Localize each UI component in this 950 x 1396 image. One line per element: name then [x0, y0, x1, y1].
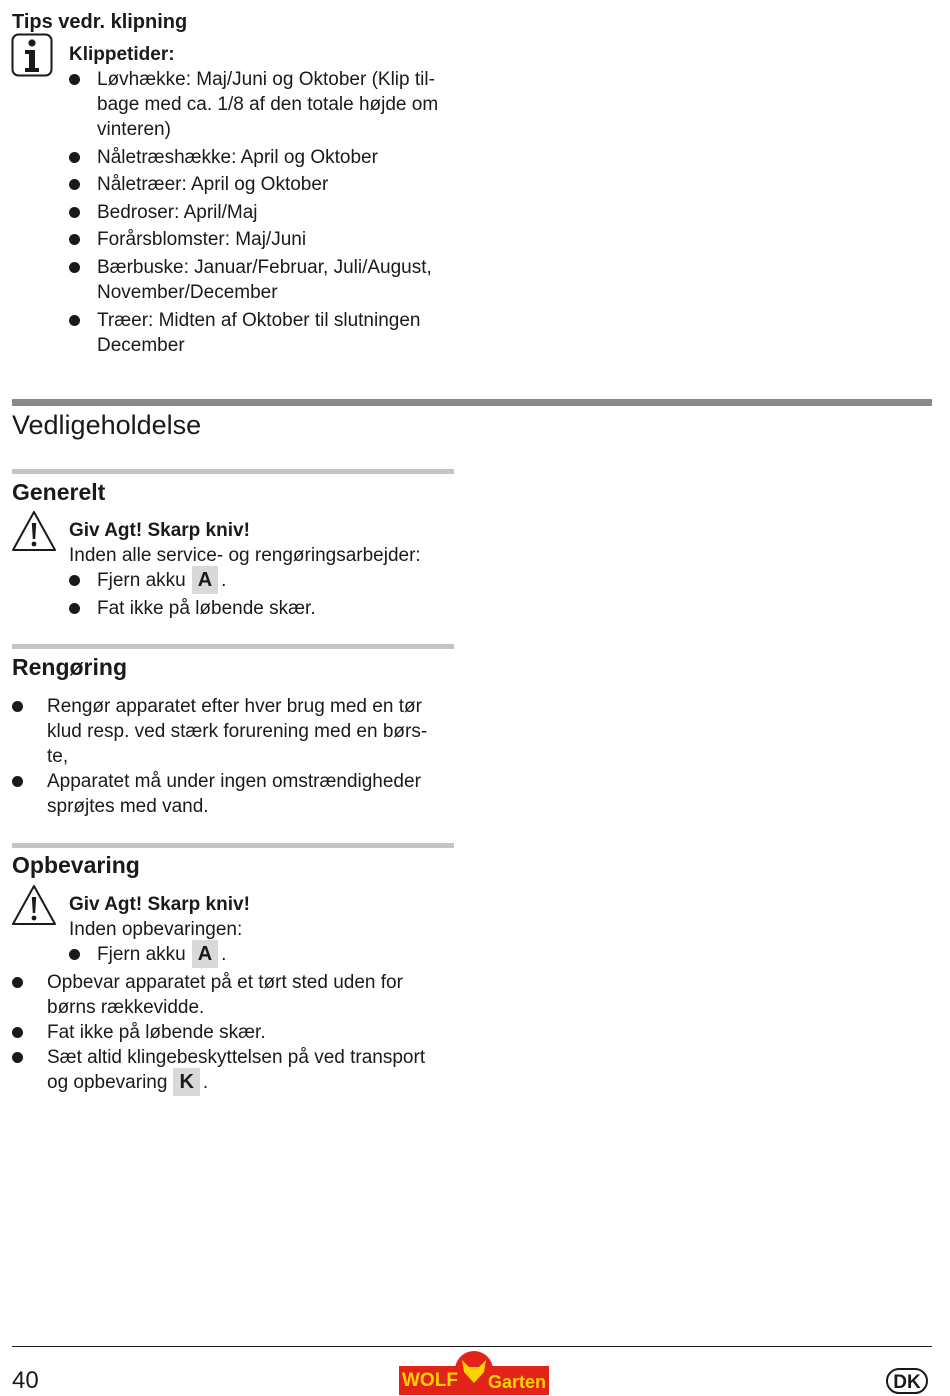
cleaning-title: Rengøring — [12, 654, 127, 680]
list-item-text: Fjern akku — [97, 570, 186, 591]
page-number: 40 — [12, 1367, 39, 1394]
list-item — [97, 566, 226, 594]
subsection-divider — [12, 843, 454, 848]
list-item: Forårsblomster: Maj/Juni — [97, 229, 307, 250]
warning-icon — [11, 883, 57, 927]
logo-garten-text: Garten — [488, 1372, 547, 1392]
bullet — [69, 262, 80, 273]
list-item: Bærbuske: Januar/Februar, Juli/August, — [97, 257, 432, 278]
component-label: A — [192, 940, 218, 968]
list-item — [97, 940, 226, 968]
subsection-divider — [12, 469, 454, 474]
warning-text: Giv Agt! Skarp kniv! — [69, 520, 250, 541]
list-item: November/December — [97, 282, 278, 303]
list-item: vinteren) — [97, 119, 171, 140]
bullet — [12, 1027, 23, 1038]
bullet — [69, 234, 80, 245]
list-item: Nåletræer: April og Oktober — [97, 174, 329, 195]
list-item: børns rækkevidde. — [47, 997, 205, 1018]
bullet — [12, 977, 23, 988]
bullet — [69, 315, 80, 326]
component-label: A — [192, 566, 218, 594]
section-divider — [12, 399, 932, 406]
list-item: klud resp. ved stærk forurening med en børs- — [47, 721, 428, 742]
list-item: Løvhække: Maj/Juni og Oktober (Klip til- — [97, 69, 435, 90]
list-item: Nåletræshække: April og Oktober — [97, 147, 378, 168]
list-item: Sæt altid klingebeskyttelsen på ved transport — [47, 1047, 426, 1068]
list-item: Apparatet må under ingen omstrændigheder — [47, 771, 421, 792]
wolf-garten-logo — [399, 1351, 549, 1395]
bullet — [69, 575, 80, 586]
punctuation: . — [221, 570, 227, 591]
warning-icon — [11, 509, 57, 553]
list-item: Fat ikke på løbende skær. — [47, 1022, 266, 1043]
logo-wolf-text: WOLF — [402, 1370, 458, 1391]
bullet — [69, 207, 80, 218]
tips-subtitle: Klippetider: — [69, 44, 175, 65]
list-item: December — [97, 335, 185, 356]
punctuation: . — [221, 944, 227, 965]
component-label: K — [173, 1068, 199, 1096]
warning-text: Giv Agt! Skarp kniv! — [69, 894, 250, 915]
subsection-divider — [12, 644, 454, 649]
storage-title: Opbevaring — [12, 852, 140, 878]
bullet — [12, 701, 23, 712]
instruction-text: Inden opbevaringen: — [69, 919, 243, 940]
list-item: Bedroser: April/Maj — [97, 202, 258, 223]
bullet — [69, 152, 80, 163]
country-badge: DK — [886, 1368, 928, 1394]
list-item-text: Fjern akku — [97, 944, 186, 965]
punctuation: . — [202, 1072, 209, 1093]
bullet — [69, 179, 80, 190]
info-icon — [11, 33, 53, 77]
bullet — [69, 949, 80, 960]
bullet — [12, 1052, 23, 1063]
page-title: Vedligeholdelse — [12, 410, 202, 440]
bullet — [12, 776, 23, 787]
list-item: Fat ikke på løbende skær. — [97, 598, 316, 619]
bullet — [69, 603, 80, 614]
general-title: Generelt — [12, 479, 106, 505]
tips-title: Tips vedr. klipning — [12, 11, 188, 33]
fox-head-icon — [459, 1356, 489, 1386]
list-item: Opbevar apparatet på et tørt sted uden for — [47, 972, 403, 993]
list-item — [47, 1068, 208, 1096]
list-item: sprøjtes med vand. — [47, 796, 209, 817]
instruction-text: Inden alle service- og rengøringsarbejder: — [69, 545, 421, 566]
list-item: Træer: Midten af Oktober til slutningen — [97, 310, 421, 331]
footer-divider — [12, 1346, 932, 1347]
list-item: te, — [47, 746, 69, 767]
list-item: Rengør apparatet efter hver brug med en tør — [47, 696, 422, 717]
bullet — [69, 74, 80, 85]
list-item: bage med ca. 1/8 af den totale højde om — [97, 94, 439, 115]
list-item-text: og opbevaring — [47, 1072, 168, 1093]
